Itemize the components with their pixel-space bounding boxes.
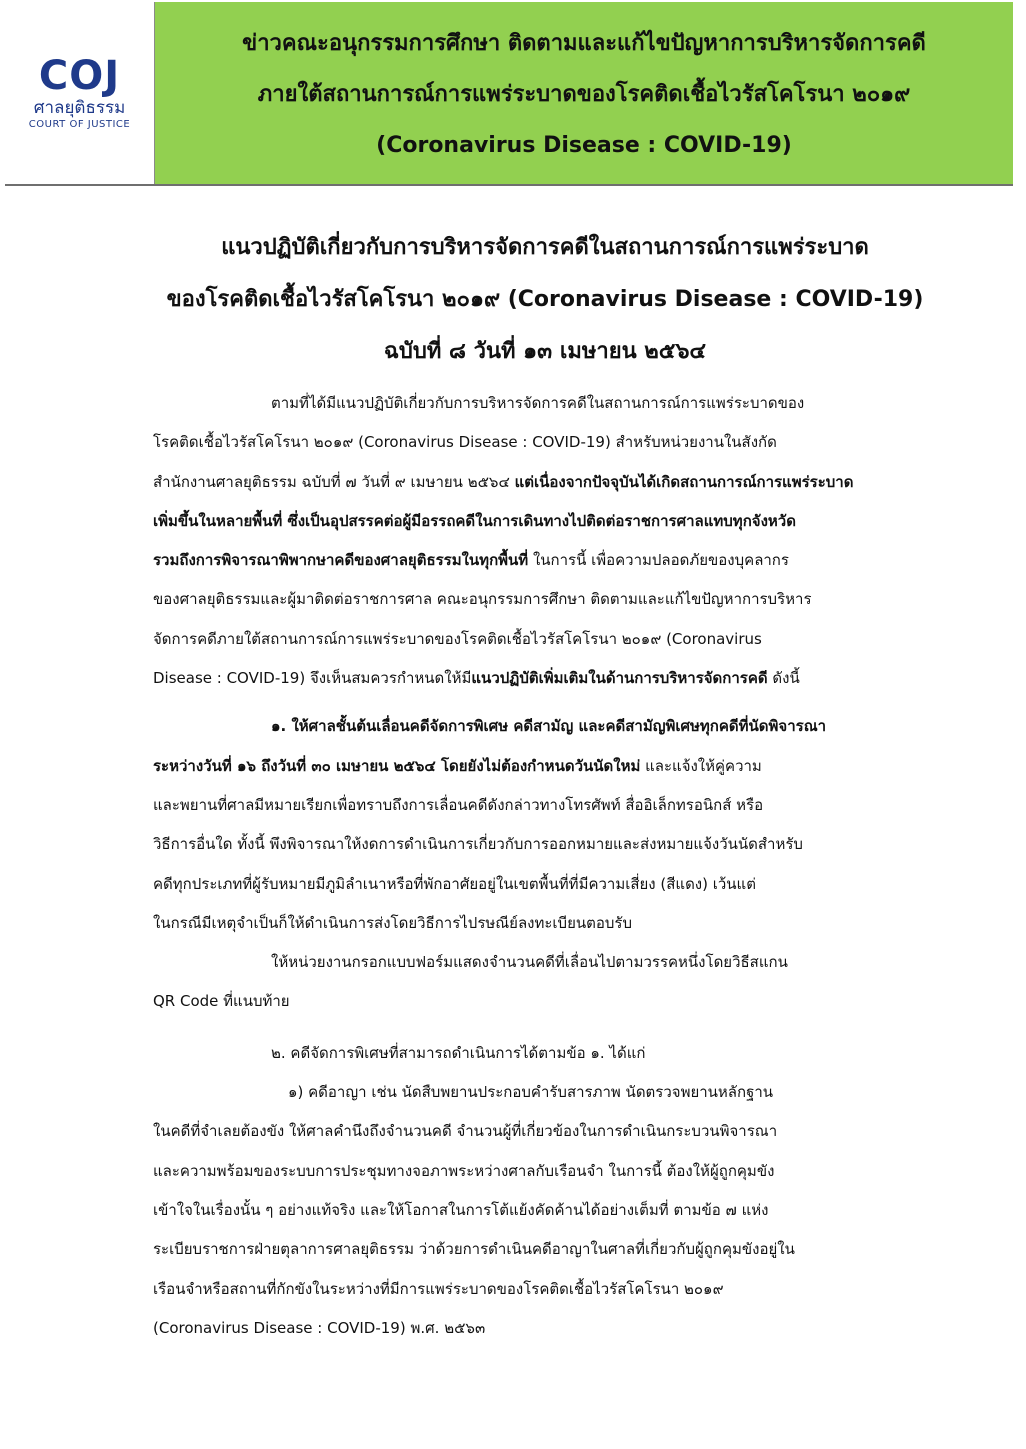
- title-line: ฉบับที่ ๘ วันที่ ๑๓ เมษายน ๒๕๖๔: [383, 339, 707, 364]
- intro-emphasis: รวมถึงการพิจารณาพิพากษาคดีของศาลยุติธรรมในทุกพื้นที่: [153, 551, 529, 570]
- intro-text: สำนักงานศาลยุติธรรม ฉบับที่ ๗ วันที่ ๙ เมษายน ๒๕๖๔: [153, 472, 515, 491]
- item2-line: และความพร้อมของระบบการประชุมทางจอภาพระหว่างศาลกับเรือนจำ ในการนี้ ต้องให้ผู้ถูกคุมขัง: [153, 1161, 775, 1180]
- title-line: ของโรคติดเชื้อไวรัสโคโรนา ๒๐๑๙ (Coronavirus Disease : COVID-19): [166, 287, 924, 312]
- logo-english-name: COURT OF JUSTICE: [28, 119, 131, 130]
- item1-line: QR Code ที่แนบท้าย: [153, 992, 290, 1011]
- header-line: (Coronavirus Disease : COVID-19): [376, 132, 792, 158]
- logo-mark: COJ: [38, 53, 121, 99]
- intro-line: ตามที่ได้มีแนวปฏิบัติเกี่ยวกับการบริหารจัดการคดีในสถานการณ์การแพร่ระบาดของ: [271, 394, 805, 412]
- document-title: [100, 222, 990, 378]
- header-line: ภายใต้สถานการณ์การแพร่ระบาดของโรคติดเชื้อไวรัสโคโรนา ๒๐๑๙: [257, 81, 911, 107]
- intro-line: ของศาลยุติธรรมและผู้มาติดต่อราชการศาล คณะอนุกรรมการศึกษา ติดตามและแก้ไขปัญหาการบริหาร: [153, 590, 812, 609]
- intro-line: เพิ่มขึ้นในหลายพื้นที่ ซึ่งเป็นอุปสรรคต่อผู้มีอรรถคดีในการเดินทางไปติดต่อราชการศาลแทบทุกจังหวัด: [153, 511, 796, 530]
- logo-thai-name: ศาลยุติธรรม: [33, 98, 126, 118]
- item1-text: และแจ้งให้คู่ความ: [640, 756, 762, 775]
- intro-line: [153, 659, 939, 698]
- item1-emphasis: ระหว่างวันที่ ๑๖ ถึงวันที่ ๓๐ เมษายน ๒๕๖๔ โดยยังไม่ต้องกำหนดวันนัดใหม่: [153, 756, 641, 775]
- title-line: แนวปฏิบัติเกี่ยวกับการบริหารจัดการคดีในสถานการณ์การแพร่ระบาด: [221, 235, 869, 260]
- court-logo: [5, 2, 155, 184]
- intro-text: ในการนี้ เพื่อความปลอดภัยของบุคลากร: [528, 551, 789, 570]
- item2-heading: ๒. คดีจัดการพิเศษที่สามารถดำเนินการได้ตามข้อ ๑. ได้แก่: [271, 1043, 646, 1062]
- item1-line: และพยานที่ศาลมีหมายเรียกเพื่อทราบถึงการเลื่อนคดีดังกล่าวทางโทรศัพท์ สื่ออิเล็กทรอนิกส์ หรือ: [153, 795, 764, 814]
- item1-line: ให้หน่วยงานกรอกแบบฟอร์มแสดงจำนวนคดีที่เลื่อนไปตามวรรคหนึ่งโดยวิธีสแกน: [271, 953, 788, 972]
- document-header: [5, 2, 1013, 186]
- header-line: ข่าวคณะอนุกรรมการศึกษา ติดตามและแก้ไขปัญหาการบริหารจัดการคดี: [242, 30, 926, 56]
- item2-line: เรือนจำหรือสถานที่กักขังในระหว่างที่มีการแพร่ระบาดของโรคติดเชื้อไวรัสโคโรนา ๒๐๑๙: [153, 1279, 724, 1298]
- item2-line: เข้าใจในเรื่องนั้น ๆ อย่างแท้จริง และให้โอกาสในการโต้แย้งคัดค้านได้อย่างเต็มที่ ตามข้อ ๗ แห่ง: [153, 1200, 769, 1219]
- item1-line: ๑. ให้ศาลชั้นต้นเลื่อนคดีจัดการพิเศษ คดีสามัญ และคดีสามัญพิเศษทุกคดีที่นัดพิจารณา: [271, 717, 827, 736]
- item2-line: ในคดีที่จำเลยต้องขัง ให้ศาลคำนึงถึงจำนวนคดี จำนวนผู้ที่เกี่ยวข้องในการดำเนินกระบวนพิจารณา: [153, 1122, 778, 1141]
- item1-line: ในกรณีมีเหตุจำเป็นก็ให้ดำเนินการส่งโดยวิธีการไปรษณีย์ลงทะเบียนตอบรับ: [153, 913, 632, 932]
- item2-line: ระเบียบราชการฝ่ายตุลาการศาลยุติธรรม ว่าด้วยการดำเนินคดีอาญาในศาลที่เกี่ยวกับผู้ถูกคุมขังอยู่ใน: [153, 1240, 795, 1259]
- intro-text: Disease : COVID-19) จึงเห็นสมควรกำหนดให้มี: [153, 669, 472, 688]
- item1-line: [153, 747, 939, 786]
- intro-line: จัดการคดีภายใต้สถานการณ์การแพร่ระบาดของโรคติดเชื้อไวรัสโคโรนา ๒๐๑๙ (Coronavirus: [153, 629, 762, 648]
- item1-line: คดีทุกประเภทที่ผู้รับหมายมีภูมิลำเนาหรือที่พักอาศัยอยู่ในเขตพื้นที่ที่มีความเสี่ยง (สีแดง) เว้นแต่: [153, 874, 756, 893]
- intro-line: [153, 541, 939, 580]
- intro-line: โรคติดเชื้อไวรัสโคโรนา ๒๐๑๙ (Coronavirus Disease : COVID-19) สำหรับหน่วยงานในสังกัด: [153, 433, 777, 452]
- header-title-band: [155, 2, 1013, 184]
- intro-line: [153, 463, 939, 502]
- document-body: [153, 384, 939, 1348]
- item2-line: (Coronavirus Disease : COVID-19) พ.ศ. ๒๕๖๓: [153, 1318, 486, 1337]
- item1-line: วิธีการอื่นใด ทั้งนี้ พึงพิจารณาให้งดการดำเนินการเกี่ยวกับการออกหมายและส่งหมายแจ้งวันนัดสำหรับ: [153, 835, 803, 854]
- intro-emphasis: แต่เนื่องจากปัจจุบันได้เกิดสถานการณ์การแพร่ระบาด: [514, 472, 854, 491]
- item2-line: ๑) คดีอาญา เช่น นัดสืบพยานประกอบคำรับสารภาพ นัดตรวจพยานหลักฐาน: [288, 1083, 774, 1102]
- intro-emphasis: แนวปฏิบัติเพิ่มเติมในด้านการบริหารจัดการคดี: [471, 669, 768, 688]
- intro-text: ดังนี้: [767, 669, 800, 688]
